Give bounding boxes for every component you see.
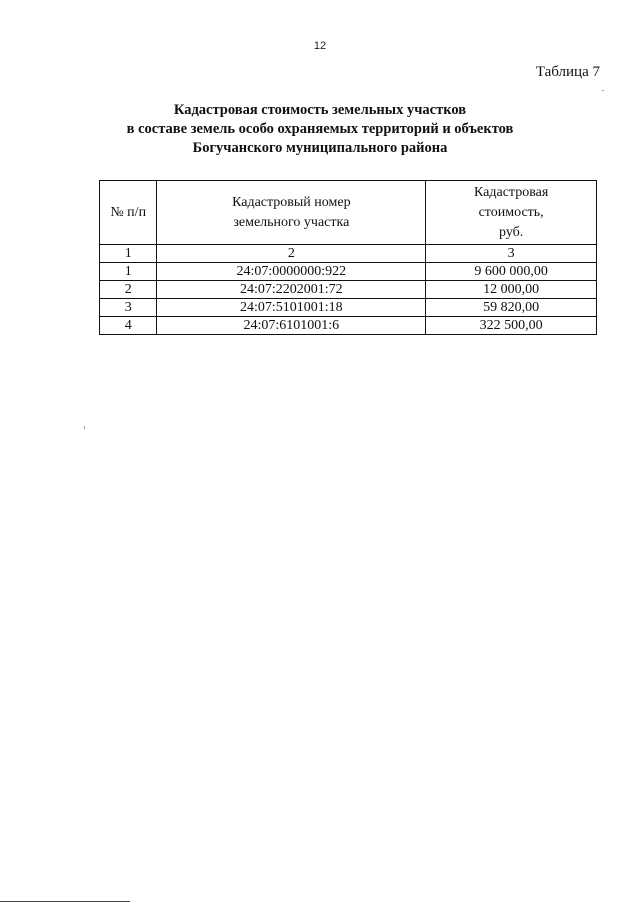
header-number-label: № п/п bbox=[110, 204, 147, 220]
row-number-cell: 3 bbox=[100, 299, 157, 317]
corner-mark bbox=[602, 90, 604, 91]
table-header-row bbox=[100, 181, 597, 245]
header-cost-line-1: Кадастровая bbox=[473, 184, 549, 200]
header-number bbox=[100, 181, 157, 245]
cadastral-number-cell: 24:07:2202001:72 bbox=[157, 281, 426, 299]
cadastral-number-cell: 24:07:6101001:6 bbox=[157, 317, 426, 335]
cost-cell: 322 500,00 bbox=[426, 317, 597, 335]
header-cost-line-3: руб. bbox=[499, 224, 524, 240]
row-number-cell: 2 bbox=[100, 281, 157, 299]
header-cadastral-line-2: земельного участка bbox=[233, 214, 350, 230]
row-number-cell: 1 bbox=[100, 263, 157, 281]
cost-cell: 9 600 000,00 bbox=[426, 263, 597, 281]
header-cadastral-cost bbox=[426, 181, 597, 245]
cost-cell: 59 820,00 bbox=[426, 299, 597, 317]
cadastral-value-table bbox=[99, 180, 597, 335]
table-row bbox=[100, 281, 597, 299]
cost-cell: 12 000,00 bbox=[426, 281, 597, 299]
title-line-2: в составе земель особо охраняемых территорий и объектов bbox=[126, 121, 514, 137]
table-row bbox=[100, 263, 597, 281]
row-number-cell: 4 bbox=[100, 317, 157, 335]
header-cadastral-line-1: Кадастровый номер bbox=[232, 194, 351, 210]
margin-tick bbox=[84, 426, 85, 429]
title-line-3: Богучанского муниципального района bbox=[192, 140, 448, 156]
column-number-cell: 2 bbox=[157, 245, 426, 263]
column-number-row bbox=[100, 245, 597, 263]
table-label: Таблица 7 bbox=[535, 64, 600, 80]
header-cost-line-2: стоимость, bbox=[478, 204, 544, 220]
document-title bbox=[0, 101, 640, 158]
header-cadastral-number bbox=[157, 181, 426, 245]
column-number-cell: 1 bbox=[100, 245, 157, 263]
table-row bbox=[100, 317, 597, 335]
cadastral-number-cell: 24:07:0000000:922 bbox=[157, 263, 426, 281]
title-line-1: Кадастровая стоимость земельных участков bbox=[173, 102, 467, 118]
cadastral-number-cell: 24:07:5101001:18 bbox=[157, 299, 426, 317]
bottom-rule bbox=[0, 901, 130, 902]
column-number-cell: 3 bbox=[426, 245, 597, 263]
table-row bbox=[100, 299, 597, 317]
page-number: 12 bbox=[313, 40, 327, 52]
